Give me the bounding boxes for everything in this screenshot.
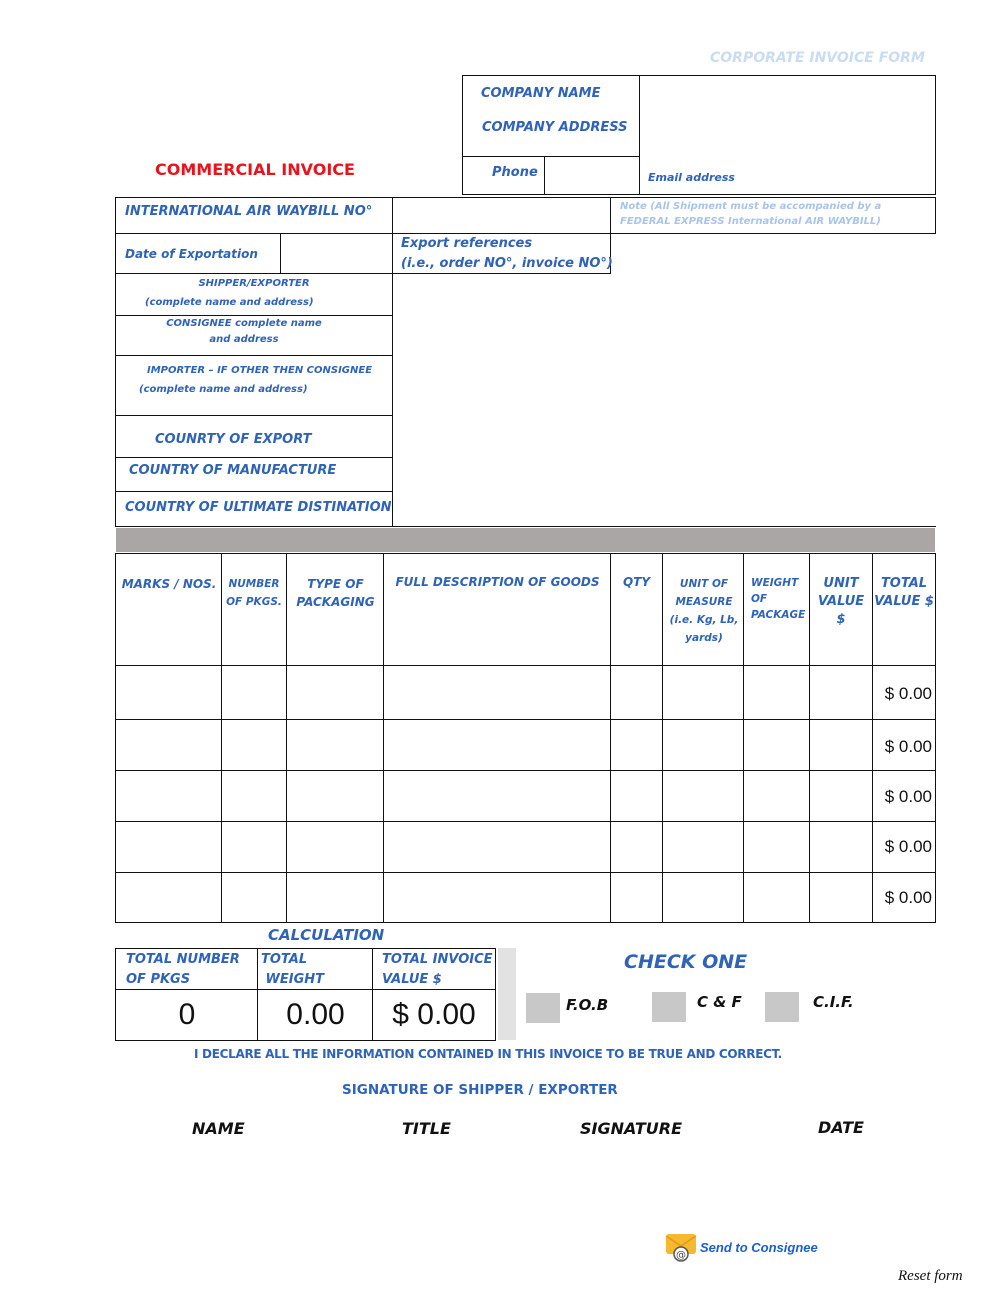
fob-checkbox[interactable] <box>526 993 560 1023</box>
shipper-label: SHIPPER/EXPORTER <box>198 278 310 289</box>
svg-text:@: @ <box>676 1250 686 1261</box>
date-of-exportation-input[interactable] <box>282 235 390 271</box>
col-type-of-packaging: TYPE OF PACKAGING <box>296 577 375 609</box>
signature-input[interactable] <box>540 1145 720 1185</box>
corporate-form-title: CORPORATE INVOICE FORM <box>710 50 925 66</box>
total-value-label: TOTAL INVOICE VALUE $ <box>382 952 493 987</box>
check-panel-edge <box>498 948 516 1040</box>
company-name-label: COMPANY NAME <box>481 86 601 101</box>
export-references-label: Export references <box>401 236 533 251</box>
send-to-consignee-label: Send to Consignee <box>700 1239 818 1255</box>
title-input[interactable] <box>360 1145 500 1185</box>
total-weight-label: TOTAL WEIGHT <box>261 952 325 987</box>
cif-label: C.I.F. <box>813 993 854 1011</box>
row-2-total-value[interactable]: $ 0.00 <box>884 737 932 756</box>
signature-title: SIGNATURE OF SHIPPER / EXPORTER <box>342 1082 618 1098</box>
section-divider-band <box>116 528 935 552</box>
importer-label: IMPORTER – IF OTHER THEN CONSIGNEE <box>147 365 373 376</box>
air-waybill-input[interactable] <box>394 199 609 232</box>
total-weight-value: 0.00 <box>286 998 345 1031</box>
fob-label: F.O.B <box>566 996 609 1014</box>
email-label: Email address <box>648 171 735 184</box>
title-field-label: TITLE <box>402 1119 451 1138</box>
invoice-title: COMMERCIAL INVOICE <box>155 160 355 179</box>
country-of-export-label: COUNRTY OF EXPORT <box>155 432 312 447</box>
email-envelope-icon <box>665 1232 697 1262</box>
air-waybill-label: INTERNATIONAL AIR WAYBILL NO° <box>125 204 373 219</box>
export-references-hint: (i.e., order NO°, invoice NO°) <box>401 256 613 271</box>
shipment-details-input[interactable] <box>394 275 934 525</box>
col-number-of-pkgs: NUMBER OF PKGS. <box>226 578 282 608</box>
check-one-title: CHECK ONE <box>624 951 748 973</box>
cif-checkbox[interactable] <box>765 992 799 1022</box>
total-invoice-value: $ 0.00 <box>392 998 476 1031</box>
phone-input[interactable] <box>546 158 638 193</box>
consignee-label: CONSIGNEE complete name <box>166 318 322 329</box>
country-of-destination-label: COUNTRY OF ULTIMATE DISTINATION <box>125 500 392 515</box>
date-of-exportation-label: Date of Exportation <box>125 247 258 261</box>
calculation-title: CALCULATION <box>268 926 385 944</box>
row-1-total-value[interactable]: $ 0.00 <box>884 684 932 703</box>
name-input[interactable] <box>150 1145 350 1185</box>
cf-label: C & F <box>697 993 742 1011</box>
total-pkgs-value: 0 <box>178 998 196 1031</box>
date-input[interactable] <box>760 1145 920 1185</box>
declaration-statement: I DECLARE ALL THE INFORMATION CONTAINED IN THIS INVOICE TO BE TRUE AND CORRECT. <box>194 1047 782 1061</box>
col-total-value: TOTAL VALUE $ <box>874 576 934 609</box>
col-unit-value: UNIT VALUE $ <box>817 576 865 627</box>
company-address-label: COMPANY ADDRESS <box>482 120 628 135</box>
col-full-description: FULL DESCRIPTION OF GOODS <box>395 575 600 589</box>
country-of-manufacture-label: COUNTRY OF MANUFACTURE <box>129 463 337 478</box>
importer-hint: (complete name and address) <box>139 384 308 395</box>
col-qty: QTY <box>622 575 651 589</box>
waybill-note: Note (All Shipment must be accompanied by a FEDERAL EXPRESS International AIR WAYBILL) <box>620 201 882 227</box>
col-weight-of-package: WEIGHT OF PACKAGE <box>751 577 806 621</box>
total-pkgs-label: TOTAL NUMBER OF PKGS <box>126 952 240 987</box>
signature-field-label: SIGNATURE <box>580 1119 683 1138</box>
row-3-total-value[interactable]: $ 0.00 <box>884 787 932 806</box>
col-marks-nos: MARKS / NOS. <box>121 577 217 591</box>
row-5-total-value[interactable]: $ 0.00 <box>884 888 932 907</box>
consignee-hint: and address <box>209 334 279 345</box>
date-field-label: DATE <box>818 1118 864 1137</box>
send-to-consignee-button[interactable] <box>665 1232 818 1262</box>
phone-label: Phone <box>492 165 538 180</box>
shipper-hint: (complete name and address) <box>145 297 314 308</box>
company-details-input[interactable] <box>641 77 934 167</box>
name-field-label: NAME <box>192 1119 245 1138</box>
col-unit-of-measure: UNIT OF MEASURE (i.e. Kg, Lb, yards) <box>669 578 739 644</box>
row-4-total-value[interactable]: $ 0.00 <box>884 837 932 856</box>
cf-checkbox[interactable] <box>652 992 686 1022</box>
reset-form-button[interactable]: Reset form <box>898 1268 963 1284</box>
